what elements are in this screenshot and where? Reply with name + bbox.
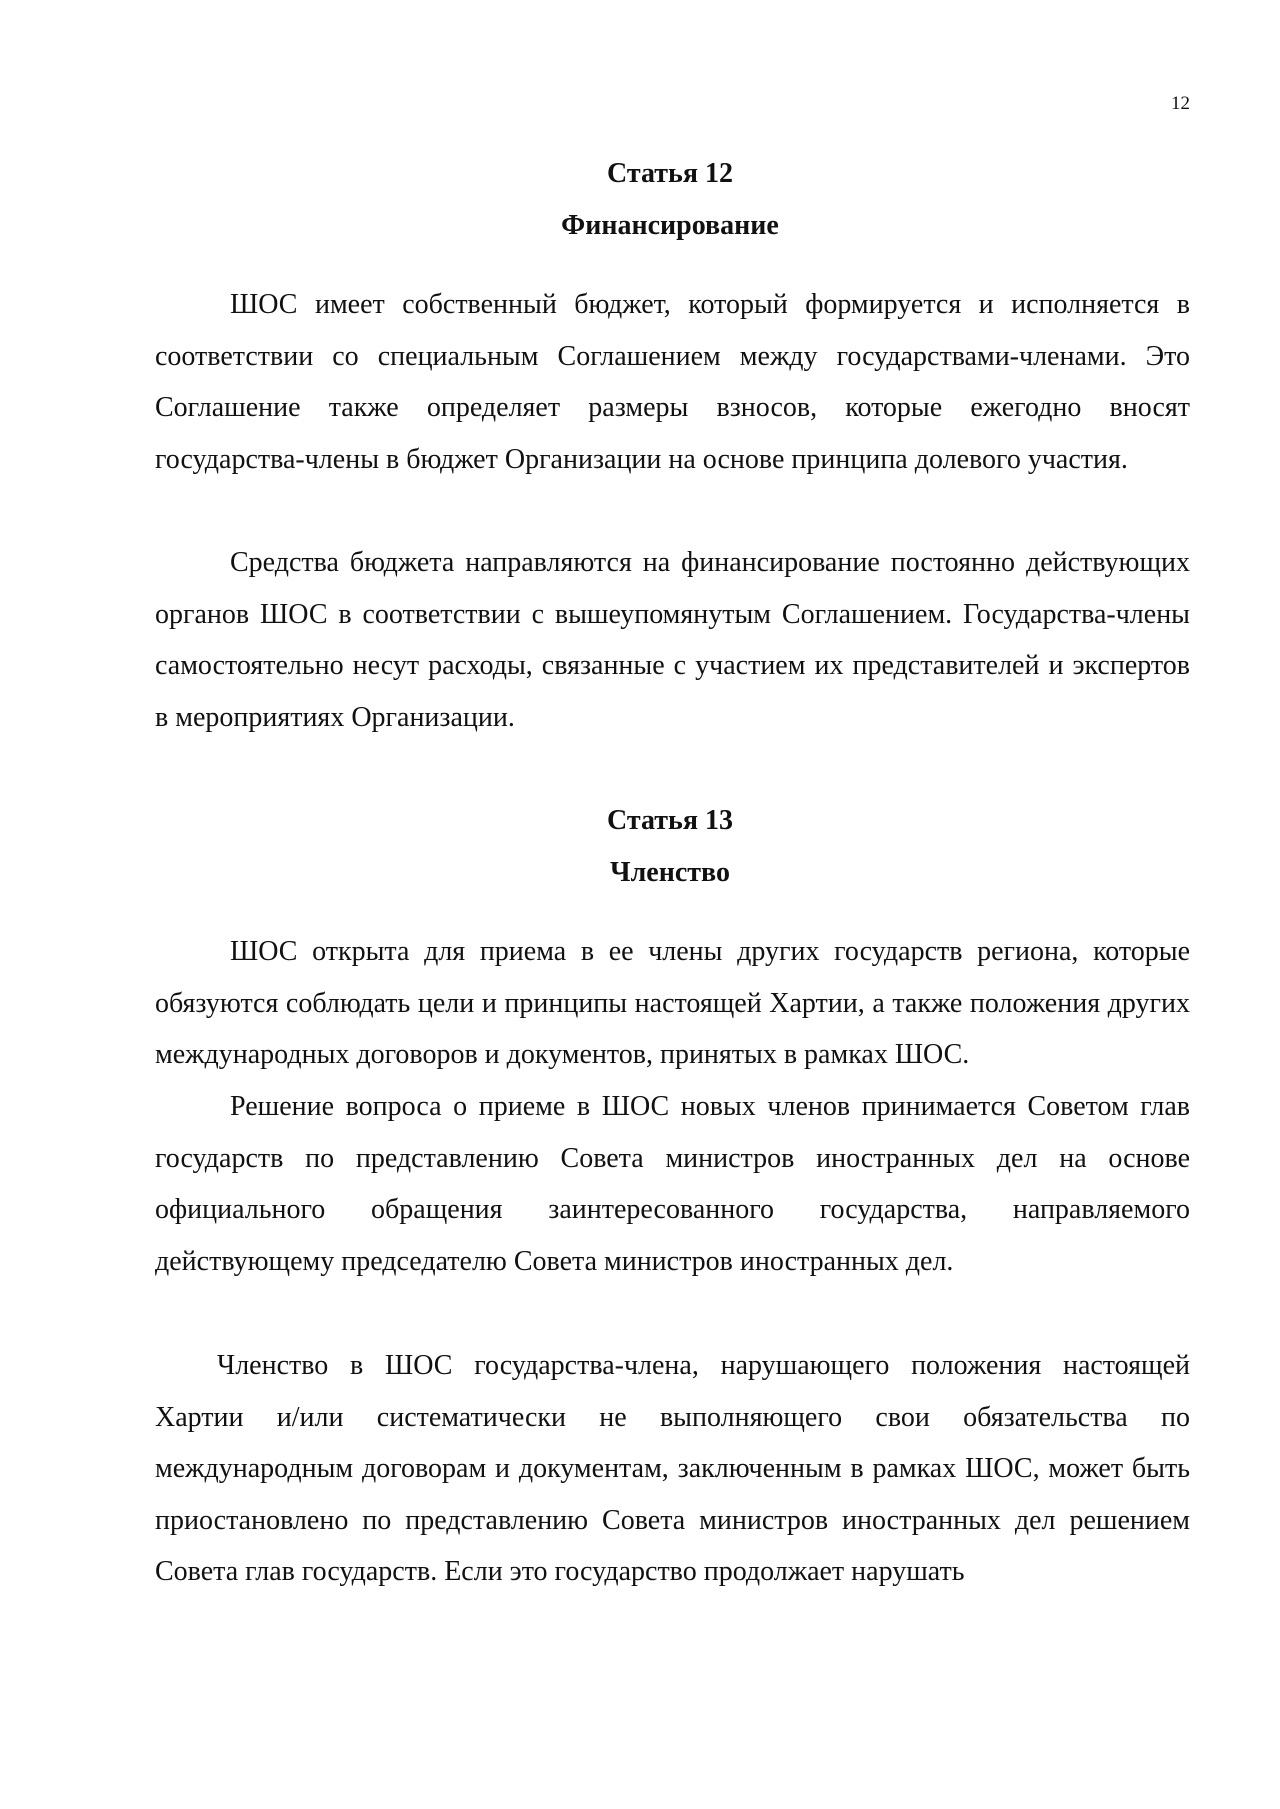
article-13-paragraph-2: Решение вопроса о приеме в ШОС новых членов принимается Советом глав государств по представлению Совета министров иностранных дел на основе официального обращения заинтересованного государства, направляемого действующему председателю Совета министров иностранных дел. <box>155 1091 1190 1277</box>
article-12-heading: Статья 12 <box>607 158 733 189</box>
article-12-subheading: Финансирование <box>561 210 779 241</box>
article-12-paragraph-1: ШОС имеет собственный бюджет, который формируется и исполняется в соответствии со специальным Соглашением между государствами-членами. Это Соглашение также определяет размеры взносов, которые ежегодно вносят государства-члены в бюджет Организации на основе принципа долевого участия. <box>155 289 1190 475</box>
article-13-heading: Статья 13 <box>607 805 733 836</box>
article-13-subheading: Членство <box>610 857 730 888</box>
article-12-paragraph-2: Средства бюджета направляются на финансирование постоянно действующих органов ШОС в соответствии с вышеупомянутым Соглашением. Государства-члены самостоятельно несут расходы, связанные с участием их представителей и экспертов в мероприятиях Организации. <box>155 547 1190 733</box>
article-13-paragraph-1: ШОС открыта для приема в ее члены других государств региона, которые обязуются соблюдать цели и принципы настоящей Хартии, а также положения других международных договоров и документов, принятых в рамках ШОС. <box>155 936 1190 1070</box>
page-number: 12 <box>1171 93 1190 114</box>
article-13-paragraph-3: Членство в ШОС государства-члена, нарушающего положения настоящей Хартии и/или систематически не выполняющего свои обязательства по международным договорам и документам, заключенным в рамках ШОС, может быть приостановлено по представлению Совета министров иностранных дел решением Совета глав государств. Если это государство продолжает нарушать <box>155 1350 1190 1587</box>
